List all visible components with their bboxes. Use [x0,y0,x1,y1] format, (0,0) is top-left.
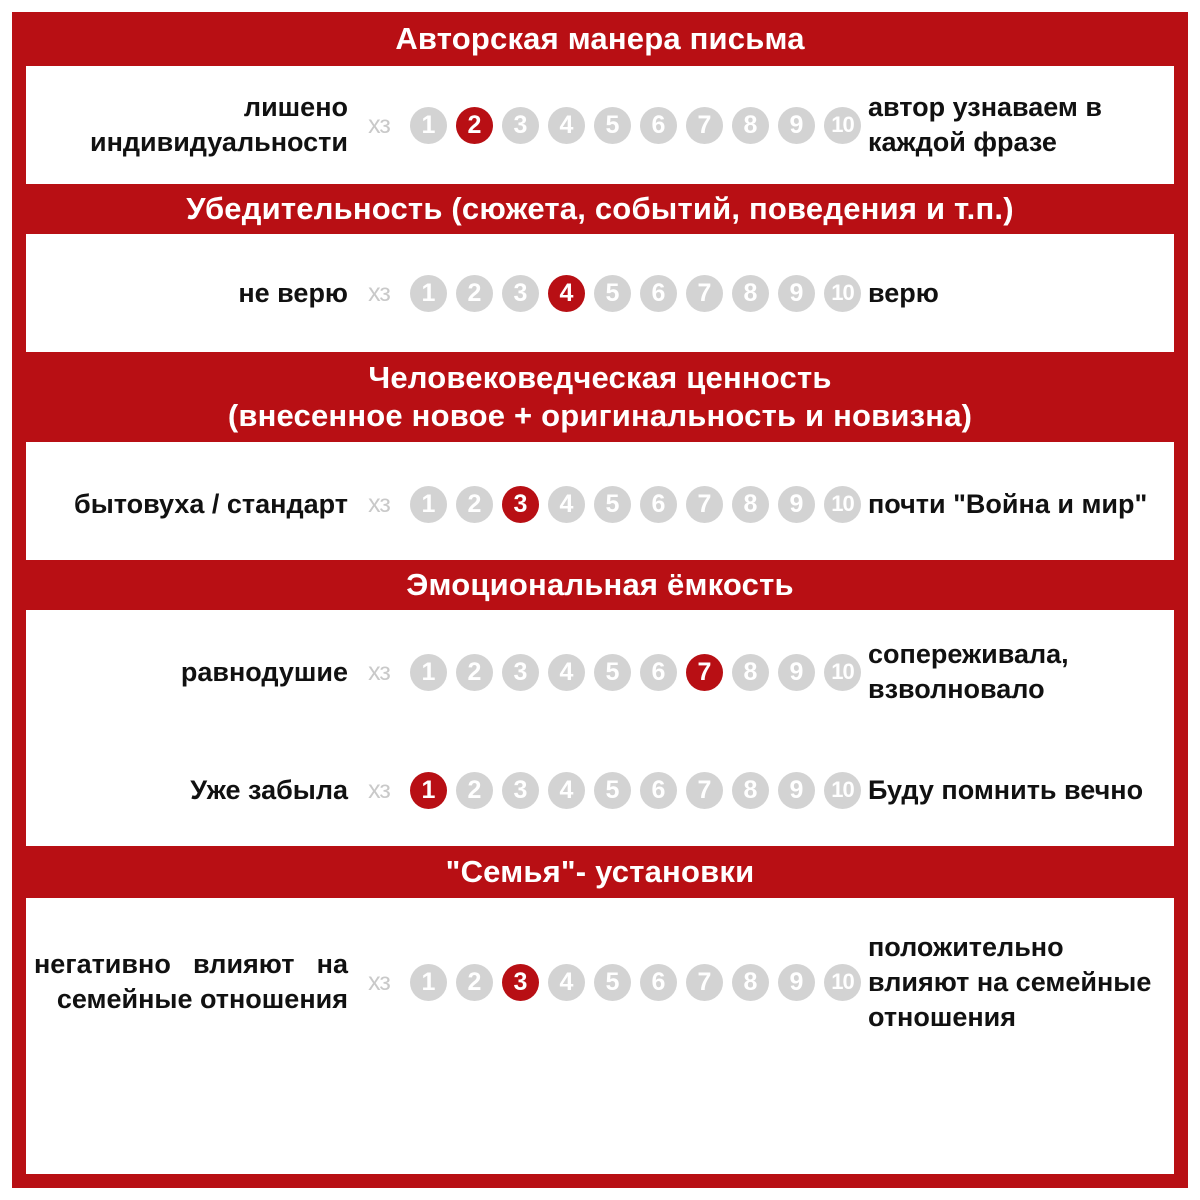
section-title [26,560,1174,610]
section-body [26,898,1174,1174]
scale-high-label: положительно влияют на семейные отношения [868,931,1152,1032]
rating-option[interactable]: 8 [732,486,769,523]
rating-row [26,639,1174,704]
section-title [26,846,1174,898]
rating-option[interactable]: 10 [824,772,861,809]
rating-option[interactable]: 1 [410,107,447,144]
rating-option[interactable]: 9 [778,772,815,809]
rating-option[interactable]: 5 [594,107,631,144]
section-title-line: Человековедческая ценность [368,360,832,395]
rating-row [26,92,1174,157]
rating-option[interactable]: 4 [548,107,585,144]
unknown-option[interactable]: хз [368,110,390,139]
rating-option[interactable]: 4 [548,654,585,691]
rating-option[interactable]: 5 [594,964,631,1001]
rating-option[interactable]: 9 [778,964,815,1001]
rating-row [26,931,1174,1032]
rating-option[interactable]: 5 [594,772,631,809]
rating-row [26,263,1174,323]
rating-option[interactable]: 10 [824,107,861,144]
rating-option[interactable]: 10 [824,654,861,691]
rating-option[interactable]: 1 [410,964,447,1001]
rating-option[interactable]: 8 [732,107,769,144]
rating-option[interactable]: 4 [548,772,585,809]
rating-option[interactable]: 9 [778,275,815,312]
section-title [26,12,1174,66]
rating-option[interactable]: 10 [824,275,861,312]
section-title-line: Эмоциональная ёмкость [406,567,794,602]
rating-scale [410,275,870,312]
rating-option[interactable]: 6 [640,964,677,1001]
rating-option-selected[interactable]: 3 [502,486,539,523]
rating-option[interactable]: 6 [640,107,677,144]
rating-option[interactable]: 8 [732,964,769,1001]
unknown-option[interactable]: хз [368,657,390,686]
section-body [26,442,1174,560]
scale-high-label: автор узнаваем в каждой фразе [868,92,1103,157]
scale-low-label: лишено индивидуальности [89,92,348,157]
section-body [26,610,1174,846]
rating-scale [410,486,870,523]
rating-option[interactable]: 5 [594,275,631,312]
rating-option[interactable]: 10 [824,486,861,523]
rating-scale [410,654,870,691]
unknown-option[interactable]: хз [368,278,390,307]
rating-option[interactable]: 2 [456,275,493,312]
scale-high-label: верю [868,277,939,308]
rating-option[interactable]: 7 [686,964,723,1001]
rating-option[interactable]: 9 [778,654,815,691]
rating-option[interactable]: 3 [502,654,539,691]
section-title-line: Убедительность (сюжета, событий, поведения и т.п.) [186,191,1014,226]
section-title [26,184,1174,234]
rating-option-selected[interactable]: 7 [686,654,723,691]
rating-option[interactable]: 2 [456,654,493,691]
rating-option[interactable]: 2 [456,486,493,523]
rating-option[interactable]: 5 [594,654,631,691]
rating-scale [410,964,870,1001]
rating-option[interactable]: 6 [640,772,677,809]
rating-option[interactable]: 9 [778,486,815,523]
unknown-option[interactable]: хз [368,775,390,804]
scale-high-label: Буду помнить вечно [868,774,1144,805]
rating-option[interactable]: 7 [686,486,723,523]
rating-option[interactable]: 3 [502,275,539,312]
section-title-line: (внесенное новое + оригинальность и новизна) [227,398,973,433]
rating-option[interactable]: 8 [732,772,769,809]
rating-option[interactable]: 1 [410,275,447,312]
rating-option[interactable]: 1 [410,654,447,691]
section-body [26,66,1174,184]
rating-option[interactable]: 10 [824,964,861,1001]
rating-option[interactable]: 3 [502,772,539,809]
rating-option[interactable]: 8 [732,654,769,691]
rating-row [26,474,1174,534]
rating-option[interactable]: 2 [456,772,493,809]
scale-low-label: Уже забыла [190,774,348,805]
rating-scale [410,107,870,144]
rating-option[interactable]: 7 [686,107,723,144]
rating-option[interactable]: 8 [732,275,769,312]
rating-option[interactable]: 1 [410,486,447,523]
scale-low-label: негативно влияют на семейные отношения [34,949,348,1014]
rating-row [26,760,1174,820]
rating-option-selected[interactable]: 4 [548,275,585,312]
rating-option-selected[interactable]: 2 [456,107,493,144]
scale-high-label: сопереживала, взволновало [868,639,1069,704]
rating-option[interactable]: 5 [594,486,631,523]
rating-option[interactable]: 4 [548,964,585,1001]
rating-scale [410,772,870,809]
rating-option[interactable]: 6 [640,275,677,312]
rating-option[interactable]: 2 [456,964,493,1001]
rating-option[interactable]: 6 [640,654,677,691]
rating-option-selected[interactable]: 3 [502,964,539,1001]
unknown-option[interactable]: хз [368,489,390,518]
section-body [26,234,1174,352]
rating-option[interactable]: 7 [686,275,723,312]
unknown-option[interactable]: хз [368,967,390,996]
rating-option-selected[interactable]: 1 [410,772,447,809]
rating-option[interactable]: 3 [502,107,539,144]
scale-low-label: бытовуха / стандарт [74,488,348,519]
rating-option[interactable]: 4 [548,486,585,523]
section-title [26,352,1174,442]
rating-card [12,12,1188,1188]
section-title-line: "Семья"- установки [445,854,755,889]
scale-low-label: не верю [238,277,348,308]
scale-high-label: почти "Война и мир" [868,488,1148,519]
rating-option[interactable]: 7 [686,772,723,809]
rating-option[interactable]: 9 [778,107,815,144]
rating-option[interactable]: 6 [640,486,677,523]
section-title-line: Авторская манера письма [395,21,805,56]
scale-low-label: равнодушие [180,656,348,687]
